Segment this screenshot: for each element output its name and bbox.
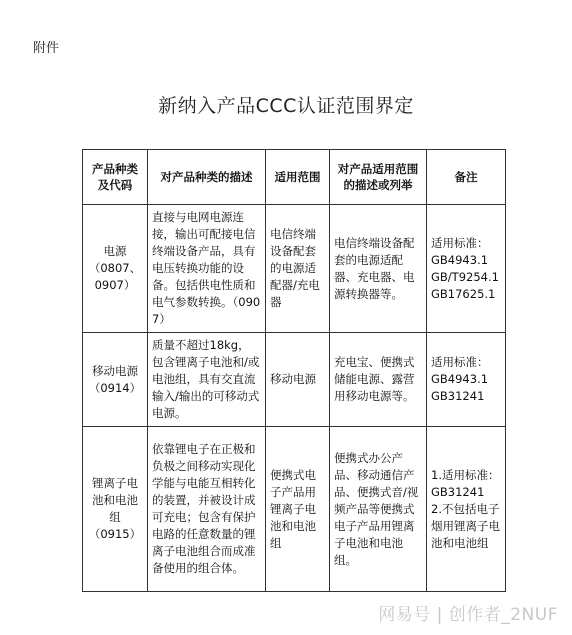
header-description: 对产品种类的描述 xyxy=(148,150,266,205)
header-category: 产品种类 及代码 xyxy=(83,150,148,205)
row-category: 移动电源 （0914） xyxy=(83,333,148,427)
row-scope-detail: 充电宝、便携式储能电源、露营用移动电源等。 xyxy=(330,333,427,427)
row-scope: 移动电源 xyxy=(266,333,330,427)
ccc-scope-table xyxy=(82,149,506,592)
table-row xyxy=(83,205,506,333)
header-scope-detail: 对产品适用范围的描述或列举 xyxy=(330,150,427,205)
watermark: 网易号 | 创作者_2NUF xyxy=(378,605,558,625)
row-scope-detail: 电信终端设备配套的电源适配器、充电器、电源转换器等。 xyxy=(330,205,427,333)
row-category: 电源 （0807、 0907） xyxy=(83,205,148,333)
row-remark: 适用标准： GB4943.1 GB31241 xyxy=(427,333,506,427)
row-remark: 1.适用标准： GB31241 2.不包括电子烟用锂离子电池和电池组 xyxy=(427,427,506,592)
attachment-label: 附件 xyxy=(33,41,60,56)
row-remark: 适用标准： GB4943.1 GB/T9254.1 GB17625.1 xyxy=(427,205,506,333)
row-description: 直接与电网电源连接，输出可配接电信终端设备产品，具有电压转换功能的设备。包括供电性质和电气参数转换。（0907） xyxy=(148,205,266,333)
table-row xyxy=(83,427,506,592)
table-header-row xyxy=(83,150,506,205)
header-remark: 备注 xyxy=(427,150,506,205)
row-description: 质量不超过18kg，包含锂离子电池和/或电池组，具有交直流输入/输出的可移动式电源。 xyxy=(148,333,266,427)
page-title: 新纳入产品CCC认证范围界定 xyxy=(158,95,414,117)
row-scope: 电信终端设备配套的电源适配器/充电器 xyxy=(266,205,330,333)
row-description: 依靠锂电子在正极和负极之间移动实现化学能与电能互相转化的装置，并被设计成可充电；包含有保护电路的任意数量的锂离子电池组合而成准备使用的组合体。 xyxy=(148,427,266,592)
row-scope: 便携式电子产品用锂离子电池和电池组 xyxy=(266,427,330,592)
row-category: 锂离子电池和电池组 （0915） xyxy=(83,427,148,592)
header-scope: 适用范围 xyxy=(266,150,330,205)
table-row xyxy=(83,333,506,427)
row-scope-detail: 便携式办公产品、移动通信产品、便携式音/视频产品等便携式电子产品用锂离子电池和电池组。 xyxy=(330,427,427,592)
